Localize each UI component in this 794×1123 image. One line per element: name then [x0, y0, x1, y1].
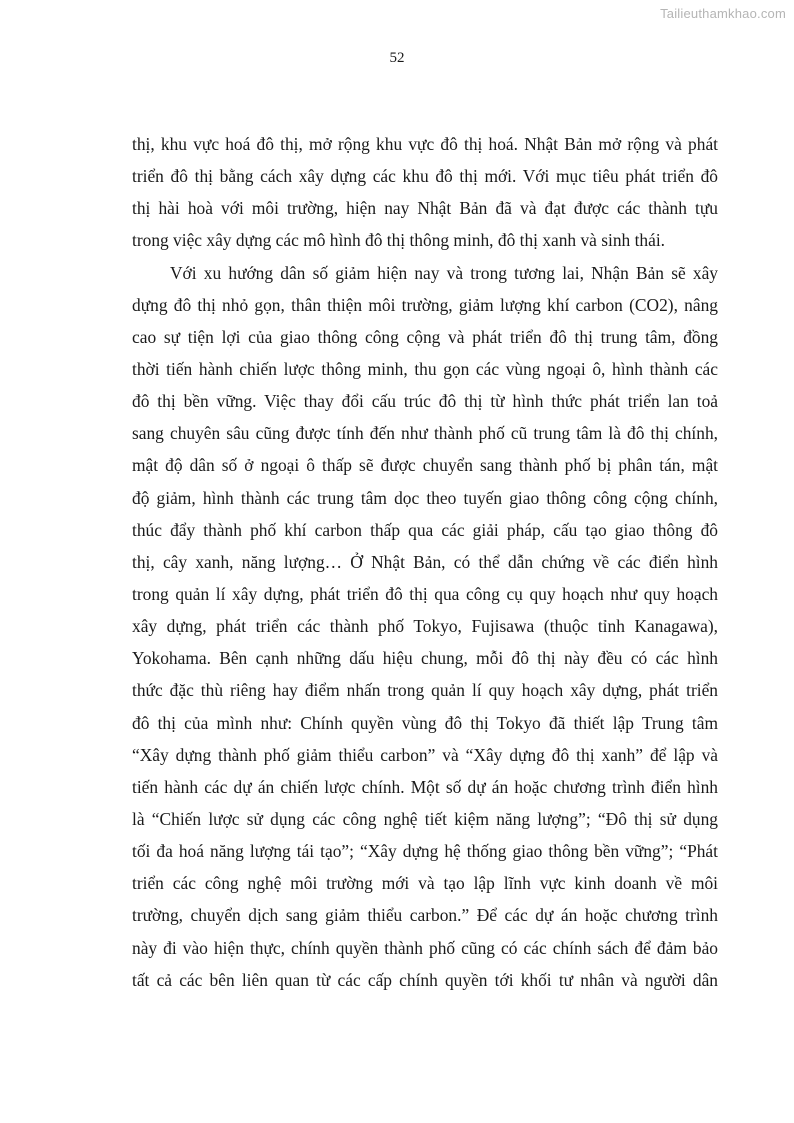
text-line: trong việc xây dựng các mô hình đô thị thông minh, đô thị xanh và sinh thái.	[132, 230, 665, 251]
text-line: tiến hành các dự án chiến lược chính. Một số dự án hoặc chương trình điển hình	[132, 776, 718, 797]
text-line: triển các công nghệ môi trường mới và tạo lập lĩnh vực kinh doanh về môi	[132, 873, 718, 894]
text-line: triển đô thị bằng cách xây dựng các khu đô thị mới. Với mục tiêu phát triển đô	[132, 166, 718, 187]
text-line: đô thị bền vững. Việc thay đổi cấu trúc đô thị từ hình thức phát triển lan toả	[132, 391, 718, 412]
text-line: mật độ dân số ở ngoại ô thấp sẽ được chuyển sang thành phố bị phân tán, mật	[132, 455, 718, 476]
paragraph	[132, 257, 718, 996]
document-body	[132, 128, 718, 996]
text-line: là “Chiến lược sử dụng các công nghệ tiết kiệm năng lượng”; “Đô thị sử dụng	[132, 808, 718, 829]
text-line: này đi vào hiện thực, chính quyền thành phố cũng có các chính sách để đảm bảo	[132, 937, 718, 958]
watermark: Tailieuthamkhao.com	[660, 6, 786, 21]
text-line: “Xây dựng thành phố giảm thiểu carbon” và “Xây dựng đô thị xanh” để lập và	[132, 744, 718, 765]
text-line: tối đa hoá năng lượng tái tạo”; “Xây dựng hệ thống giao thông bền vững”; “Phát	[132, 841, 718, 862]
text-line: thị, cây xanh, năng lượng… Ở Nhật Bản, có thể dẫn chứng về các điển hình	[132, 551, 718, 572]
text-line: Yokohama. Bên cạnh những dấu hiệu chung, mỗi đô thị này đều có các hình	[132, 648, 718, 669]
text-line: thời tiến hành chiến lược thông minh, thu gọn các vùng ngoại ô, hình thành các	[132, 358, 718, 379]
text-line: trong quản lí xây dựng, phát triển đô thị qua công cụ quy hoạch như quy hoạch	[132, 583, 718, 604]
text-line: xây dựng, phát triển các thành phố Tokyo, Fujisawa (thuộc tỉnh Kanagawa),	[132, 616, 718, 637]
text-line: độ giảm, hình thành các trung tâm dọc theo tuyến giao thông công cộng chính,	[132, 487, 718, 508]
text-line: sang chuyên sâu cũng được tính đến như thành phố cũ trung tâm là đô thị chính,	[132, 423, 718, 444]
text-line: Với xu hướng dân số giảm hiện nay và trong tương lai, Nhận Bản sẽ xây	[170, 262, 718, 283]
text-line: đô thị của mình như: Chính quyền vùng đô thị Tokyo đã thiết lập Trung tâm	[132, 712, 718, 733]
text-line: thị, khu vực hoá đô thị, mở rộng khu vực đô thị hoá. Nhật Bản mở rộng và phát	[132, 134, 718, 154]
page-number: 52	[389, 50, 405, 66]
text-line: tất cả các bên liên quan từ các cấp chính quyền tới khối tư nhân và người dân	[132, 969, 718, 990]
text-line: dựng đô thị nhỏ gọn, thân thiện môi trường, giảm lượng khí carbon (CO2), nâng	[132, 294, 718, 315]
text-line: cao sự tiện lợi của giao thông công cộng và phát triển đô thị trung tâm, đồng	[132, 326, 718, 347]
text-line: thức đặc thù riêng hay điểm nhấn trong quản lí quy hoạch xây dựng, phát triển	[132, 680, 718, 701]
text-line: thị hài hoà với môi trường, hiện nay Nhật Bản đã và đạt được các thành tựu	[132, 198, 718, 219]
paragraph	[132, 128, 718, 257]
text-line: thúc đẩy thành phố khí carbon thấp qua các giải pháp, cấu tạo giao thông đô	[132, 519, 718, 540]
text-line: trường, chuyển dịch sang giảm thiểu carbon.” Để các dự án hoặc chương trình	[132, 905, 718, 926]
